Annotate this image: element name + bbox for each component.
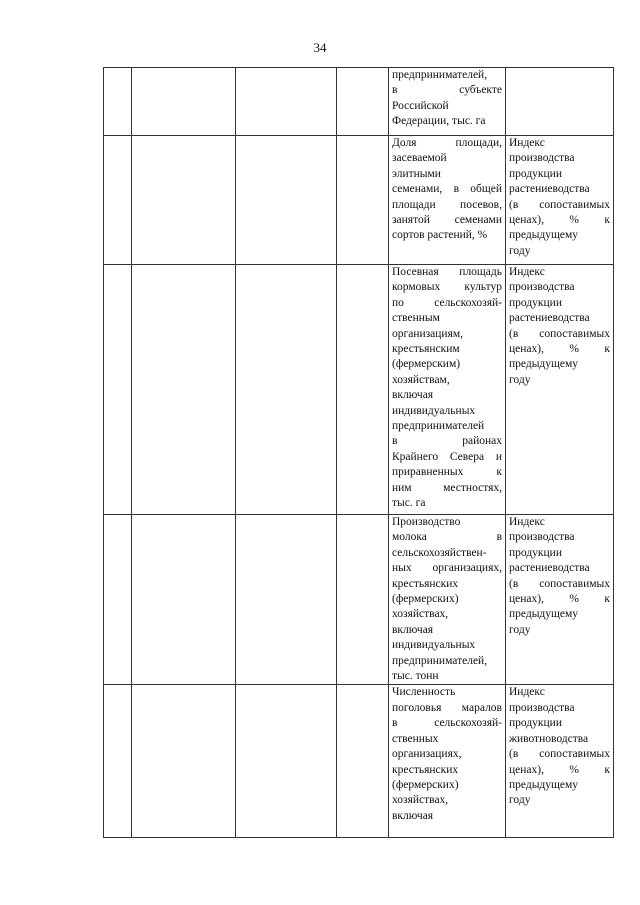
table-row [104, 265, 614, 515]
result-cell [506, 136, 614, 265]
result-line: Индекс [509, 266, 545, 278]
indicator-line: ственным [392, 312, 440, 325]
indicator-line: ним местностях, [392, 481, 502, 494]
result-line: предыдущему [509, 608, 579, 621]
result-line: растениеводства [509, 562, 590, 575]
result-line: растениеводства [509, 312, 590, 325]
indicator-line: площади посевов, [392, 198, 502, 211]
indicator-line: тыс. га [392, 497, 426, 510]
indicator-line: предпринимателей, [392, 654, 488, 667]
indicator-line: сортов растений, % [392, 229, 488, 242]
result-cell [506, 685, 614, 838]
indicator-cell [389, 68, 506, 136]
indicator-line: (фермерским) [392, 358, 461, 371]
result-line: производства [509, 152, 575, 165]
result-line: году [509, 373, 531, 386]
name-cell [132, 515, 236, 685]
executor-cell [236, 265, 337, 515]
indicator-line: (фермерских) [392, 593, 459, 606]
indicator-line: Посевная площадь [392, 266, 502, 278]
table-row [104, 685, 614, 838]
indicator-line: предпринимателей [392, 420, 485, 433]
indicator-line: занятой семенами [392, 214, 502, 227]
indicator-line: в сельскохозяй- [392, 717, 502, 730]
indicator-line: в субъекте [392, 84, 502, 97]
indicator-line: поголовья маралов [392, 701, 502, 714]
indicator-line: включая [392, 389, 434, 402]
executor-cell [236, 515, 337, 685]
indicator-line: ственных [392, 732, 439, 745]
name-cell [132, 685, 236, 838]
result-line: животноводства [509, 732, 589, 745]
result-line: продукции [509, 546, 562, 559]
indicator-line: засеваемой [392, 152, 447, 165]
indicator-line: индивидуальных [392, 639, 476, 652]
term-cell [337, 136, 389, 265]
result-line: Индекс [509, 137, 545, 149]
result-line: году [509, 794, 531, 807]
result-cell [506, 265, 614, 515]
indicator-line: молока в [392, 531, 502, 544]
result-line: году [509, 244, 531, 257]
indicator-cell [389, 136, 506, 265]
indicator-line: организациях, [392, 748, 462, 761]
indicator-line: хозяйствах, [392, 794, 449, 807]
indicator-line: крестьянских [392, 577, 459, 590]
indicator-line: включая [392, 809, 434, 822]
indicator-line: крестьянским [392, 343, 460, 356]
table-row [104, 515, 614, 685]
executor-cell [236, 68, 337, 136]
result-line: предыдущему [509, 358, 579, 371]
result-line: ценах), % к [509, 593, 610, 606]
result-line: Индекс [509, 686, 545, 699]
indicator-line: по сельскохозяй- [392, 296, 502, 309]
result-line: растениеводства [509, 183, 590, 196]
name-cell [132, 68, 236, 136]
term-cell [337, 685, 389, 838]
number-cell [104, 136, 132, 265]
executor-cell [236, 685, 337, 838]
indicator-line: элитными [392, 167, 441, 180]
result-line: году [509, 623, 531, 636]
number-cell [104, 685, 132, 838]
indicator-cell [389, 515, 506, 685]
result-line: продукции [509, 296, 562, 309]
indicator-line: Крайнего Севера и [392, 450, 502, 463]
indicator-cell [389, 685, 506, 838]
result-line: (в сопоставимых [509, 577, 610, 590]
executor-cell [236, 136, 337, 265]
indicator-line: в районах [392, 435, 502, 448]
result-line: продукции [509, 167, 562, 180]
indicator-line: организациям, [392, 327, 464, 340]
indicators-table [103, 67, 614, 838]
indicator-line: крестьянских [392, 763, 459, 776]
name-cell [132, 136, 236, 265]
indicator-line: предпринимателей, [392, 69, 488, 81]
indicator-line: Федерации, тыс. га [392, 115, 486, 128]
result-line: производства [509, 701, 575, 714]
result-line: ценах), % к [509, 214, 610, 227]
term-cell [337, 515, 389, 685]
result-line: производства [509, 281, 575, 294]
indicator-line: Численность [392, 686, 456, 699]
term-cell [337, 265, 389, 515]
number-cell [104, 265, 132, 515]
result-line: (в сопоставимых [509, 327, 610, 340]
result-line: продукции [509, 717, 562, 730]
table-row [104, 68, 614, 136]
term-cell [337, 68, 389, 136]
indicator-line: сельскохозяйствен- [392, 546, 487, 559]
name-cell [132, 265, 236, 515]
number-cell [104, 515, 132, 685]
indicator-line: семенами, в общей [392, 183, 502, 196]
page-number: 34 [313, 40, 327, 55]
indicator-line: ных организациях, [392, 562, 502, 575]
result-line: ценах), % к [509, 763, 610, 776]
result-line: предыдущему [509, 229, 579, 242]
indicator-cell [389, 265, 506, 515]
result-line: Индекс [509, 516, 545, 528]
result-line: предыдущему [509, 778, 579, 791]
result-line: производства [509, 531, 575, 544]
result-line: ценах), % к [509, 343, 610, 356]
number-cell [104, 68, 132, 136]
indicator-line: хозяйствах, [392, 608, 449, 621]
indicator-line: тыс. тонн [392, 670, 439, 683]
result-line: (в сопоставимых [509, 748, 610, 761]
indicator-line: (фермерских) [392, 778, 459, 791]
indicator-line: индивидуальных [392, 404, 476, 417]
indicator-line: хозяйствам, [392, 373, 450, 386]
indicator-line: приравненных к [392, 466, 502, 479]
indicator-line: включая [392, 623, 434, 636]
indicator-line: Российской [392, 99, 449, 112]
result-line: (в сопоставимых [509, 198, 610, 211]
indicator-line: Производство [392, 516, 461, 528]
table-row [104, 136, 614, 265]
indicator-line: Доля площади, [392, 137, 502, 149]
result-cell [506, 68, 614, 136]
indicator-line: кормовых культур [392, 281, 502, 294]
result-cell [506, 515, 614, 685]
